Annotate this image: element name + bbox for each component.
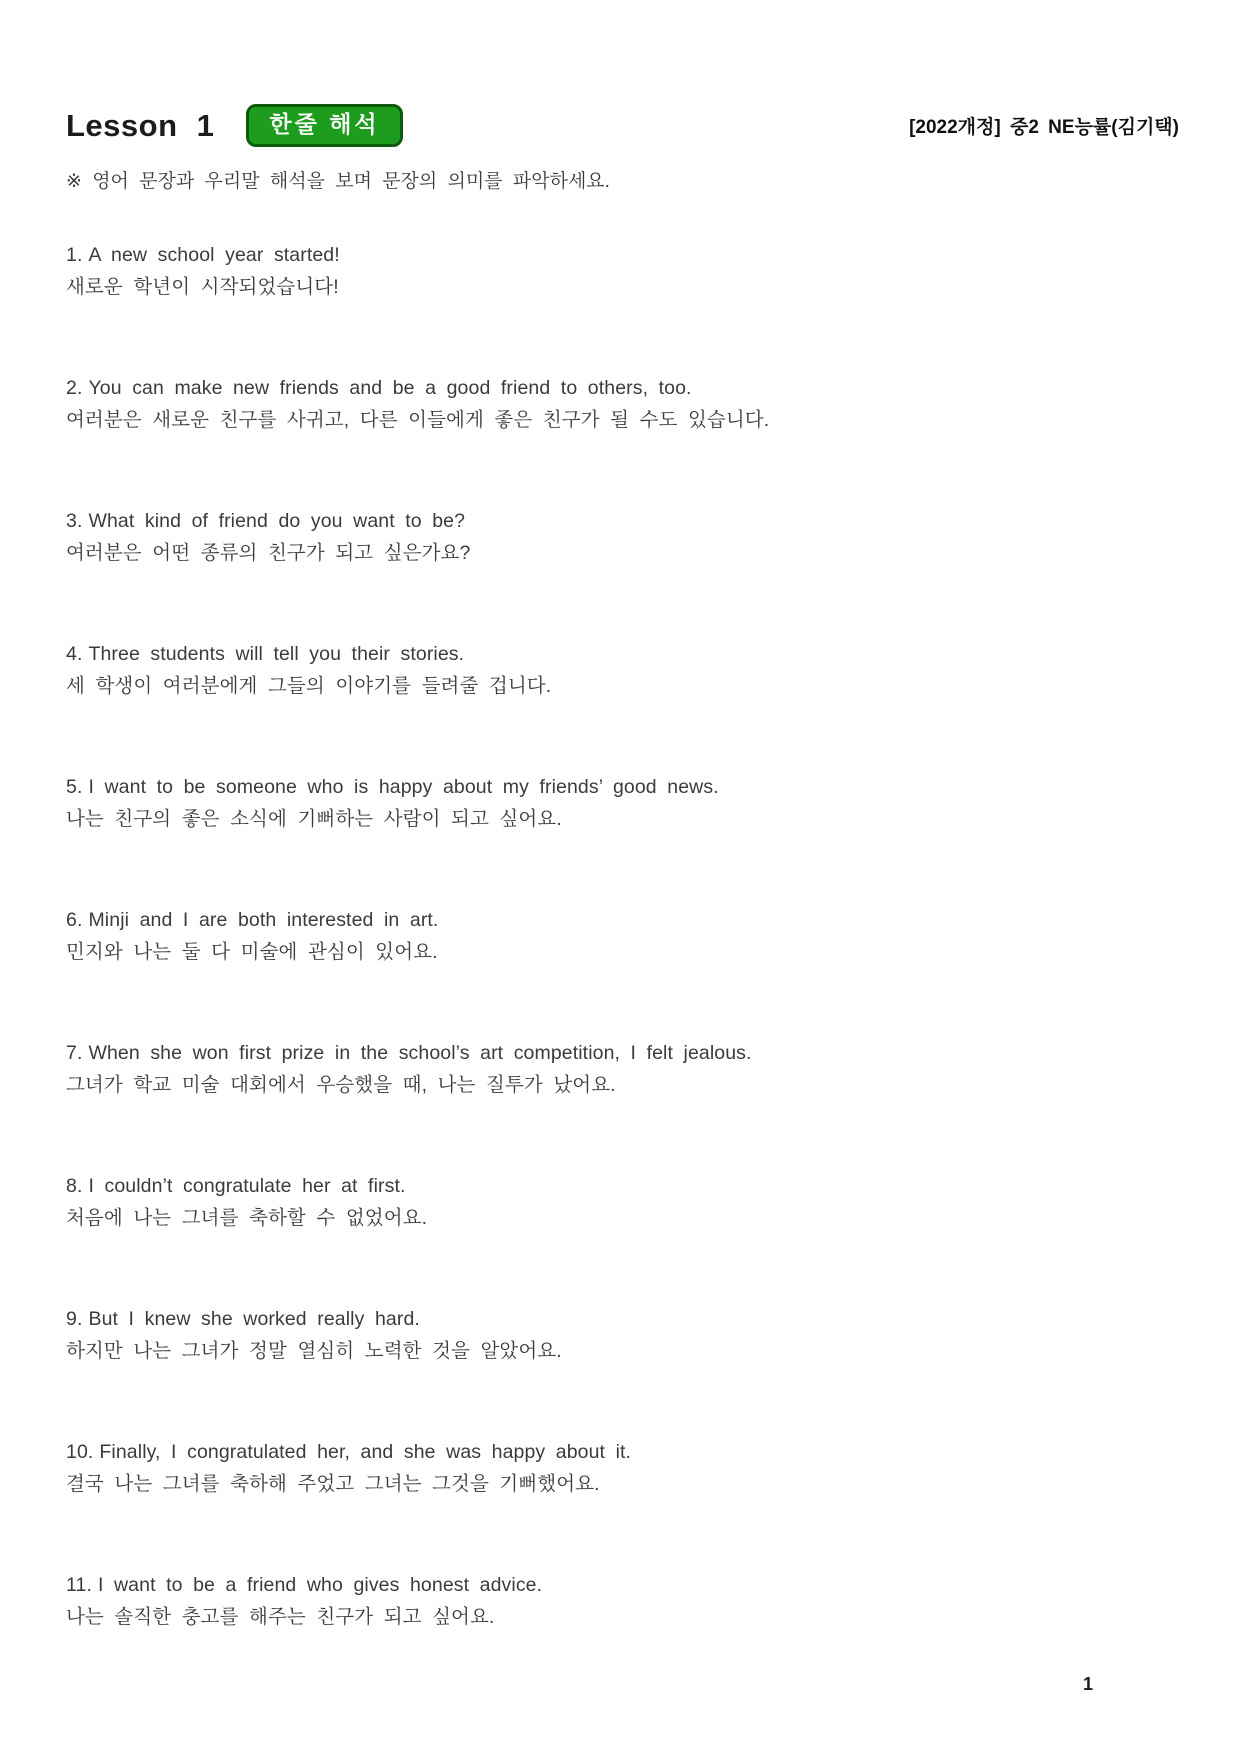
sentence-number: 6. [66, 909, 83, 931]
title-row [66, 104, 1179, 147]
sentence-list [66, 239, 1179, 1633]
korean-translation: 그녀가 학교 미술 대회에서 우승했을 때, 나는 질투가 났어요. [66, 1074, 616, 1096]
english-sentence: When she won first prize in the school’s art competition, I felt jealous. [88, 1042, 752, 1064]
sentence-number: 9. [66, 1308, 83, 1330]
english-line [66, 1037, 1179, 1069]
sentence-number: 5. [66, 776, 83, 798]
edition-info: [2022개정] 중2 NE능률(김기택) [909, 117, 1179, 138]
sentence-number: 1. [66, 244, 83, 266]
sentence-number: 11. [66, 1574, 92, 1596]
sentence-item [66, 1303, 1179, 1367]
english-sentence: Three students will tell you their stories. [88, 643, 465, 665]
english-sentence: Finally, I congratulated her, and she was happy about it. [99, 1441, 632, 1463]
english-sentence: But I knew she worked really hard. [88, 1308, 420, 1330]
sentence-item [66, 505, 1179, 569]
english-line [66, 1303, 1179, 1335]
page-number: 1 [1082, 1674, 1093, 1694]
korean-translation: 민지와 나는 둘 다 미술에 관심이 있어요. [66, 941, 438, 963]
sentence-number: 2. [66, 377, 83, 399]
sentence-number: 8. [66, 1175, 83, 1197]
korean-translation: 여러분은 어떤 종류의 친구가 되고 싶은가요? [66, 542, 471, 564]
english-sentence: A new school year started! [88, 244, 340, 266]
korean-translation: 세 학생이 여러분에게 그들의 이야기를 들려줄 겁니다. [66, 675, 552, 697]
sentence-item [66, 1569, 1179, 1633]
sentence-item [66, 1170, 1179, 1234]
sentence-number: 4. [66, 643, 83, 665]
english-line [66, 904, 1179, 936]
sentence-item [66, 372, 1179, 436]
english-line [66, 239, 1179, 271]
sentence-item [66, 904, 1179, 968]
english-sentence: You can make new friends and be a good friend to others, too. [88, 377, 692, 399]
korean-translation: 여러분은 새로운 친구를 사귀고, 다른 이들에게 좋은 친구가 될 수도 있습니다. [66, 409, 770, 431]
english-line [66, 1436, 1179, 1468]
english-line [66, 1569, 1179, 1601]
english-line [66, 372, 1179, 404]
sentence-number: 7. [66, 1042, 83, 1064]
english-sentence: I want to be someone who is happy about my friends’ good news. [88, 776, 719, 798]
sentence-item [66, 771, 1179, 835]
sentence-item [66, 638, 1179, 702]
english-line [66, 1170, 1179, 1202]
korean-translation: 처음에 나는 그녀를 축하할 수 없었어요. [66, 1207, 428, 1229]
worksheet-header [66, 104, 1179, 195]
sentence-item [66, 239, 1179, 303]
sentence-item [66, 1436, 1179, 1500]
english-sentence: I want to be a friend who gives honest advice. [97, 1574, 543, 1596]
english-sentence: What kind of friend do you want to be? [88, 510, 466, 532]
english-line [66, 638, 1179, 670]
korean-translation: 나는 솔직한 충고를 해주는 친구가 되고 싶어요. [66, 1606, 495, 1628]
english-sentence: Minji and I are both interested in art. [88, 909, 439, 931]
korean-translation: 하지만 나는 그녀가 정말 열심히 노력한 것을 알았어요. [66, 1340, 562, 1362]
korean-translation: 새로운 학년이 시작되었습니다! [66, 276, 339, 298]
korean-translation: 결국 나는 그녀를 축하해 주었고 그녀는 그것을 기뻐했어요. [66, 1473, 600, 1495]
english-line [66, 771, 1179, 803]
section-badge: 한줄 해석 [246, 104, 402, 147]
english-line [66, 505, 1179, 537]
korean-translation: 나는 친구의 좋은 소식에 기뻐하는 사람이 되고 싶어요. [66, 808, 562, 830]
sentence-item [66, 1037, 1179, 1101]
english-sentence: I couldn’t congratulate her at first. [88, 1175, 406, 1197]
instruction-text: ※ 영어 문장과 우리말 해석을 보며 문장의 의미를 파악하세요. [66, 171, 610, 192]
page-title: Lesson 1 [66, 107, 215, 143]
sentence-number: 10. [66, 1441, 94, 1463]
sentence-number: 3. [66, 510, 83, 532]
